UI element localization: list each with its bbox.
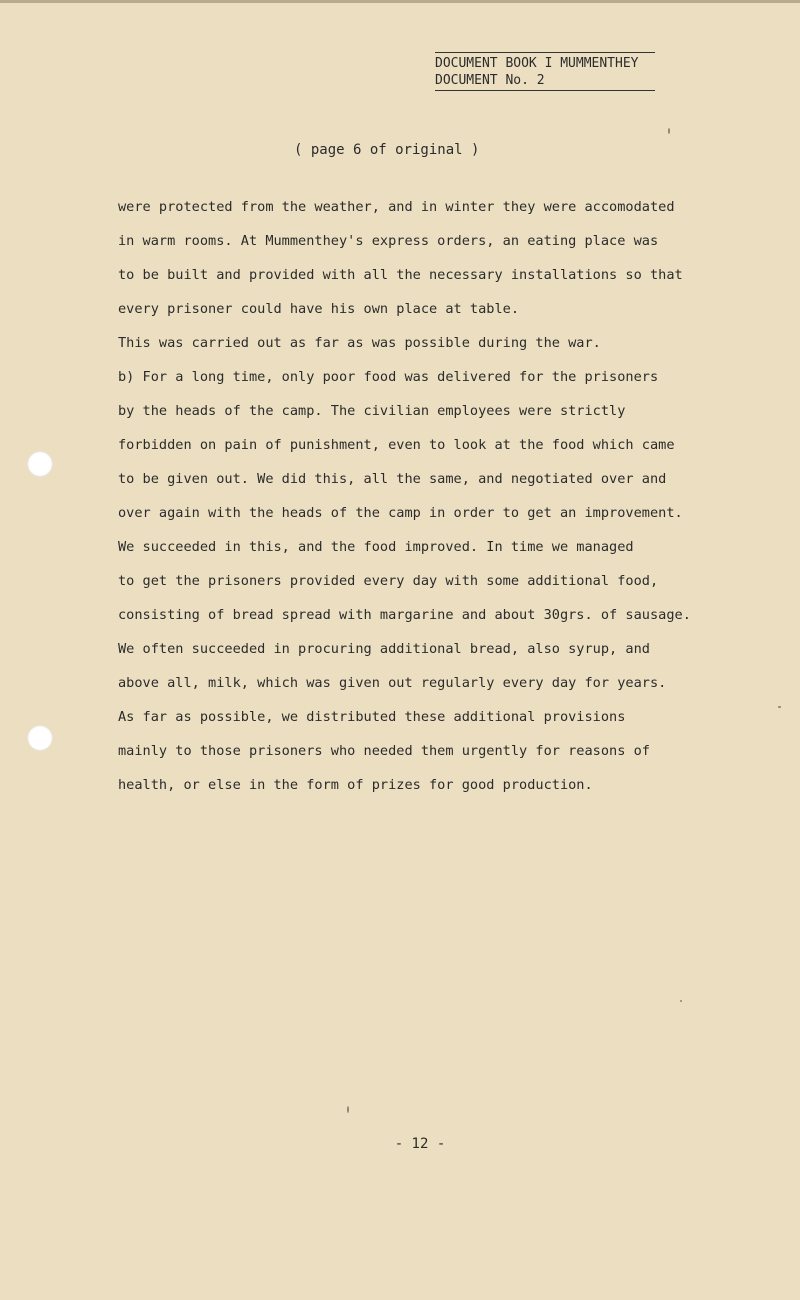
body-line: We succeeded in this, and the food improved. In time we managed (118, 539, 634, 555)
body-line: to be built and provided with all the necessary installations so that (118, 267, 683, 283)
paper-speck (680, 1000, 682, 1002)
paper-speck (778, 706, 781, 708)
page-top-edge (0, 0, 800, 3)
body-line: forbidden on pain of punishment, even to look at the food which came (118, 437, 675, 453)
body-line: consisting of bread spread with margarine and about 30grs. of sausage. (118, 607, 691, 623)
body-line: above all, milk, which was given out regularly every day for years. (118, 675, 667, 691)
header-book-title: DOCUMENT BOOK I MUMMENTHEY (435, 56, 639, 71)
body-text (118, 190, 718, 802)
body-line: b) For a long time, only poor food was delivered for the prisoners (118, 369, 659, 385)
body-line: were protected from the weather, and in winter they were accomodated (118, 199, 675, 215)
body-line: health, or else in the form of prizes for good production. (118, 777, 593, 793)
paper-speck (347, 1106, 349, 1113)
body-line: by the heads of the camp. The civilian employees were strictly (118, 403, 626, 419)
body-line: As far as possible, we distributed these additional provisions (118, 709, 626, 725)
body-line: We often succeeded in procuring additional bread, also syrup, and (118, 641, 650, 657)
body-line: This was carried out as far as was possible during the war. (118, 335, 601, 351)
body-line: in warm rooms. At Mummenthey's express orders, an eating place was (118, 233, 659, 249)
page-number: - 12 - (394, 1136, 446, 1152)
punch-hole-lower (27, 725, 53, 751)
body-line: over again with the heads of the camp in order to get an improvement. (118, 505, 683, 521)
document-header (435, 52, 655, 91)
original-page-reference: ( page 6 of original ) (294, 142, 480, 158)
paper-speck (668, 128, 670, 134)
header-document-number: DOCUMENT No. 2 (435, 72, 655, 91)
header-top-rule (435, 52, 655, 53)
body-line: to get the prisoners provided every day with some additional food, (118, 573, 659, 589)
body-line: every prisoner could have his own place at table. (118, 301, 520, 317)
punch-hole-upper (27, 451, 53, 477)
body-line: mainly to those prisoners who needed them urgently for reasons of (118, 743, 650, 759)
body-line: to be given out. We did this, all the same, and negotiated over and (118, 471, 667, 487)
